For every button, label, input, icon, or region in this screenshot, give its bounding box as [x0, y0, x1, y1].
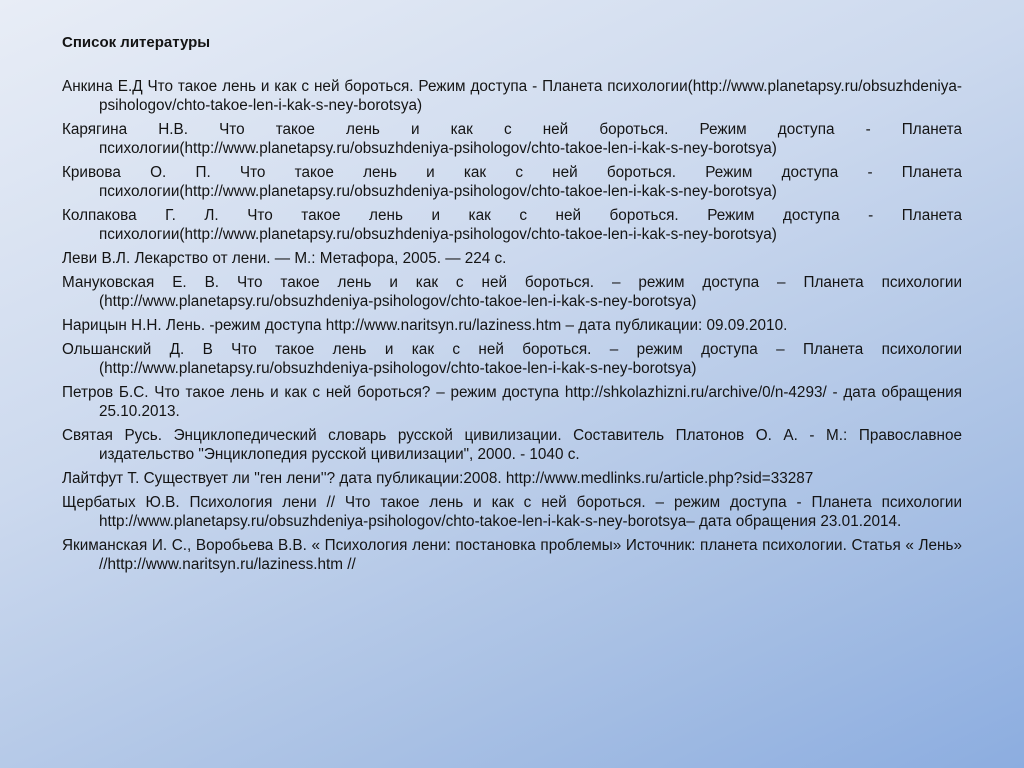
reference-item: Ольшанский Д. В Что такое лень и как с ней бороться. – режим доступа – Планета психологии (http://www.planetapsy.ru/obsuzhdeniya-psihologov/chto-takoe-len-i-kak-s-ney-borotsya)	[62, 341, 962, 377]
slide-content	[62, 32, 962, 579]
reference-item: Колпакова Г. Л. Что такое лень и как с ней бороться. Режим доступа - Планета психологии(http://www.planetapsy.ru/obsuzhdeniya-psihologov/chto-takoe-len-i-kak-s-ney-borotsya)	[62, 207, 962, 243]
reference-item: Леви В.Л. Лекарство от лени. — М.: Метафора, 2005. — 224 с.	[62, 250, 507, 267]
page-title: Список литературы	[62, 34, 211, 51]
reference-item: Карягина Н.В. Что такое лень и как с ней бороться. Режим доступа - Планета психологии(http://www.planetapsy.ru/obsuzhdeniya-psihologov/chto-takoe-len-i-kak-s-ney-borotsya)	[62, 121, 962, 157]
reference-item: Щербатых Ю.В. Психология лени // Что такое лень и как с ней бороться. – режим доступа - Планета психологии http://www.planetapsy.ru/obsuzhdeniya-psihologov/chto-takoe-len-i-kak-s-ney-borotsya– дата обращения 23.01.2014.	[62, 494, 962, 530]
reference-item: Нарицын Н.Н. Лень. -режим доступа http://www.naritsyn.ru/laziness.htm – дата публикации: 09.09.2010.	[62, 317, 788, 334]
reference-item: Лайтфут Т. Существует ли ''ген лени''? дата публикации:2008. http://www.medlinks.ru/article.php?sid=33287	[62, 470, 814, 487]
reference-item: Якиманская И. С., Воробьева В.В. « Психология лени: постановка проблемы» Источник: планета психологии. Статья « Лень» //http://www.naritsyn.ru/laziness.htm //	[62, 537, 962, 573]
reference-item: Мануковская Е. В. Что такое лень и как с ней бороться. – режим доступа – Планета психологии (http://www.planetapsy.ru/obsuzhdeniya-psihologov/chto-takoe-len-i-kak-s-ney-borotsya)	[62, 274, 962, 310]
reference-item: Анкина Е.Д Что такое лень и как с ней бороться. Режим доступа - Планета психологии(http://www.planetapsy.ru/obsuzhdeniya-psihologov/chto-takoe-len-i-kak-s-ney-borotsya)	[62, 78, 962, 114]
reference-item: Кривова О. П. Что такое лень и как с ней бороться. Режим доступа - Планета психологии(http://www.planetapsy.ru/obsuzhdeniya-psihologov/chto-takoe-len-i-kak-s-ney-borotsya)	[62, 164, 962, 200]
reference-item: Святая Русь. Энциклопедический словарь русской цивилизации. Составитель Платонов О. А. - М.: Православное издательство "Энциклопедия русской цивилизации", 2000. - 1040 с.	[62, 427, 962, 463]
reference-list	[62, 77, 962, 574]
reference-item: Петров Б.С. Что такое лень и как с ней бороться? – режим доступа http://shkolazhizni.ru/archive/0/n-4293/ - дата обращения 25.10.2013.	[62, 384, 962, 420]
